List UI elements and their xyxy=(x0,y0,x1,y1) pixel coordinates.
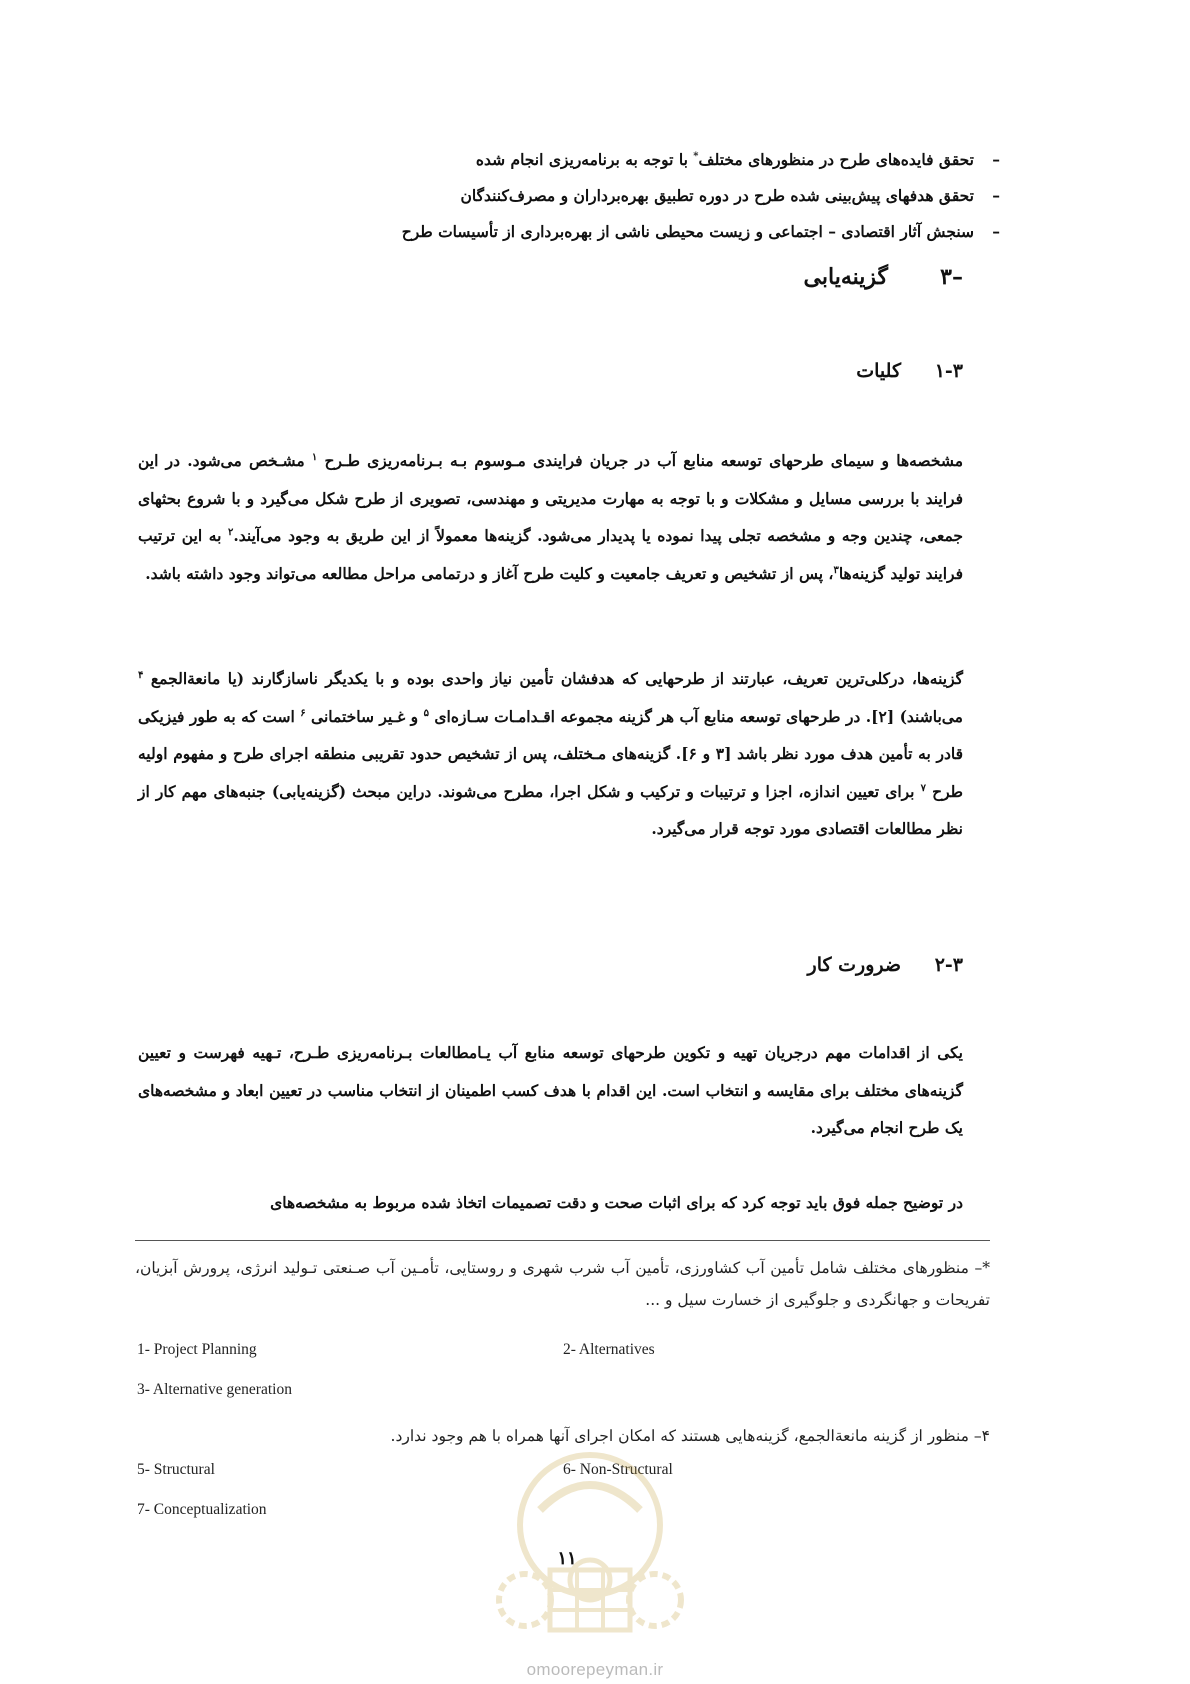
section-number: ۱-۳ xyxy=(934,360,963,382)
section-heading-alternatives xyxy=(804,264,963,290)
paragraph-generalities-2: گزینه‌ها، درکلی‌ترین تعریف، عبارتند از طرحهایی که هدفشان تأمین نیاز واحدی بوده و با یکدیگر ناسازگارند (یا مانعة‌الجمع $^۴$ می‌باشند) [۲]. در طرحهای توسعه منابع آب هر گزینه مجموعه اقـدامـات سـازه‌ای $^۵$ و غـیر ساختمانی $^۶$ است که به طور فیزیکی قادر به تأمین هدف مورد نظر باشد [۳ و ۶]. گزینه‌های مـختلف، پس از تشخیص حدود تقریبی منطقه اجرای طرح و مفهوم اولیه طرح $^۷$ برای تعیین اندازه، اجزا و ترتیبات و ترکیب و شکل اجرا، مطرح می‌شوند. دراین مبحث (گزینه‌یابی) جنبه‌های مهم کار از نظر مطالعات اقتصادی مورد توجه قرار می‌گیرد. xyxy=(138,669,964,838)
section-number: –۳ xyxy=(940,264,963,290)
subsection-heading-generalities xyxy=(856,360,963,382)
bullet-item: – سنجش آثار اقتصادی – اجتماعی و زیست محیطی ناشی از بهره‌برداری از تأسیسات طرح xyxy=(200,214,1000,250)
footnote-star: *– منظورهای مختلف شامل تأمین آب کشاورزی، تأمین آب شرب شهری و روستایی، تأمـین آب صـنعتی تـولید انرژی، پرورش آبزیان، تفریحات و جهانگردی و جلوگیری از خسارت سیل و ... xyxy=(135,1259,990,1309)
bullet-text: سنجش آثار اقتصادی – اجتماعی و زیست محیطی ناشی از بهره‌برداری از تأسیسات طرح xyxy=(401,222,974,241)
footnote-6: 6- Non-Structural xyxy=(563,1461,673,1478)
footnote-3: 3- Alternative generation xyxy=(137,1381,292,1398)
footnote-ref: ۵ xyxy=(423,707,429,719)
section-title: گزینه‌یابی xyxy=(803,264,888,290)
bullet-list xyxy=(200,142,1000,250)
subsection-heading-necessity xyxy=(808,954,963,976)
bullet-item: – تحقق فایده‌های طرح در منظورهای مختلف* با توجه به برنامه‌ریزی انجام شده xyxy=(200,142,1000,178)
paragraph-generalities-1: مشخصه‌ها و سیمای طرحهای توسعه منابع آب در جریان فرایندی مـوسوم بـه بـرنامه‌ریزی طـرح $^۱$ مشـخص می‌شود. در این فرایند با بررسی مسایل و مشکلات و با توجه به مهارت مدیریتی و مهندسی، تصویری از طرح شکل می‌گیرد و با شروع بحثهای جمعی، چندین وجه و مشخصه تجلی پیدا نموده یا پدیدار می‌شود. گزینه‌ها معمولاً از این طریق به وجود می‌آیند.$^۲$ به این ترتیب فرایند تولید گزینه‌ها$^۳$، پس از تشخیص و تعریف جامعیت و کلیت طرح آغاز و درتمامی مراحل مطالعه می‌تواند وجود داشته باشد. xyxy=(138,451,963,583)
footnote-2: 2- Alternatives xyxy=(563,1341,655,1358)
footnote-7: 7- Conceptualization xyxy=(137,1501,267,1518)
section-number: ۲-۳ xyxy=(934,954,963,976)
footnote-ref: ۱ xyxy=(311,451,318,463)
footnote-divider xyxy=(135,1240,990,1241)
footnote-ref: ۶ xyxy=(300,707,306,719)
watermark-url: omoorepeyman.ir xyxy=(526,1660,664,1679)
bullet-text: تحقق هدفهای پیش‌بینی شده طرح در دوره تطبیق بهره‌برداران و مصرف‌کنندگان xyxy=(460,186,974,205)
section-title: ضرورت کار xyxy=(807,954,901,976)
asterisk-mark: * xyxy=(693,150,699,162)
footnote-ref: ۳ xyxy=(833,564,839,576)
paragraph-necessity-1: یکی از اقدامات مهم درجریان تهیه و تکوین طرحهای توسعه منابع آب یـامطالعات بـرنامه‌ریزی طـرح، تـهیه فهرست و تعیین گزینه‌های مختلف برای مقایسه و انتخاب است. این اقدام با هدف کسب اطمینان از انتخاب مناسب در تعیین ابعاد و مشخصه‌های یک طرح انجام می‌گیرد. xyxy=(138,1043,963,1137)
footnote-ref: ۴ xyxy=(138,669,144,681)
section-title: کلیات xyxy=(856,360,901,382)
watermark-logo-icon xyxy=(480,1430,700,1660)
bullet-item: – تحقق هدفهای پیش‌بینی شده طرح در دوره تطبیق بهره‌برداران و مصرف‌کنندگان xyxy=(200,178,1000,214)
page-number: ۱۱ xyxy=(557,1548,577,1569)
footnote-4: ۴– منظور از گزینه مانعة‌الجمع، گزینه‌هایی هستند که امکان اجرای آنها همراه با هم وجود ندارد. xyxy=(390,1427,990,1445)
footnote-5: 5- Structural xyxy=(137,1461,215,1478)
footnote-ref: ۷ xyxy=(920,782,926,794)
bullet-text: تحقق فایده‌های طرح در منظورهای مختلف* با توجه به برنامه‌ریزی انجام شده xyxy=(475,150,974,169)
footnote-ref: ۲ xyxy=(228,526,234,538)
footnote-1: 1- Project Planning xyxy=(137,1341,257,1358)
paragraph-necessity-2: در توضیح جمله فوق باید توجه کرد که برای اثبات صحت و دقت تصمیمات اتخاذ شده مربوط به مشخصه‌های xyxy=(270,1193,963,1212)
